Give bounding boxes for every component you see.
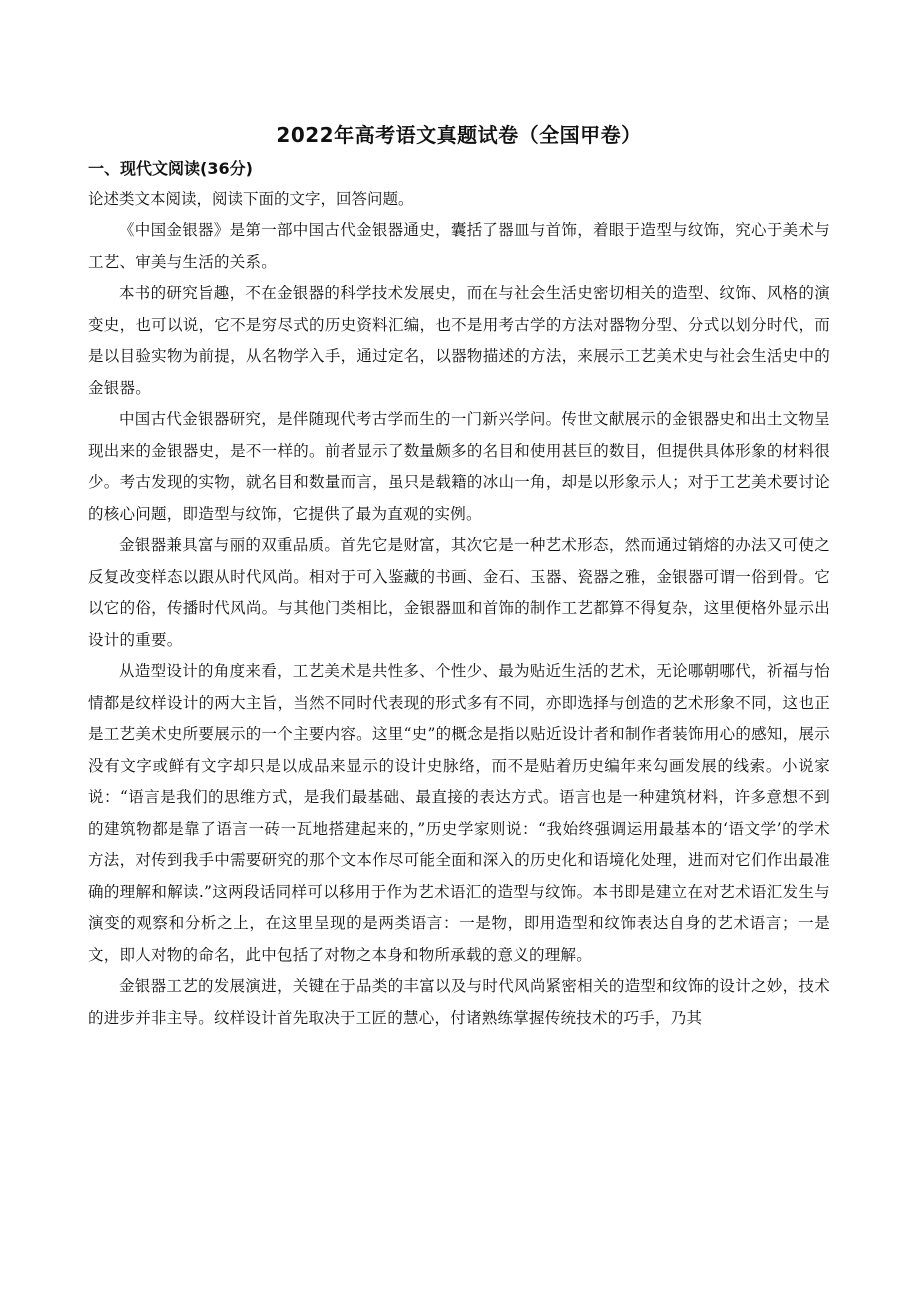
paragraph-3: 中国古代金银器研究，是伴随现代考古学而生的一门新兴学问。传世文献展示的金银器史和出土文物呈现出来的金银器史，是不一样的。前者显示了数量颇多的名目和使用甚巨的数目，但提供具体形象的材料很少。考古发现的实物，就名目和数量而言，虽只是载籍的冰山一角，却是以形象示人；对于工艺美术要讨论的核心问题，即造型与纹饰，它提供了最为直观的实例。 [88,410,830,523]
reading-instruction: 论述类文本阅读，阅读下面的文字，回答问题。 [88,190,414,208]
paragraph-2: 本书的研究旨趣，不在金银器的科学技术发展史，而在与社会生活史密切相关的造型、纹饰、风格的演变史，也可以说，它不是穷尽式的历史资料汇编，也不是用考古学的方法对器物分型、分式以划分时代，而是以目验实物为前提，从名物学入手，通过定名，以器物描述的方法，来展示工艺美术史与社会生活史中的金银器。 [88,284,830,397]
section-heading: 一、现代文阅读(36分) [88,159,253,178]
document-title: 2022年高考语文真题试卷（全国甲卷） [276,123,642,147]
paragraph-4: 金银器兼具富与丽的双重品质。首先它是财富，其次它是一种艺术形态，然而通过销熔的办法又可使之反复改变样态以跟从时代风尚。相对于可入鉴藏的书画、金石、玉器、瓷器之雅，金银器可谓一俗到骨。它以它的俗，传播时代风尚。与其他门类相比，金银器皿和首饰的制作工艺都算不得复杂，这里便格外显示出设计的重要。 [88,536,830,649]
paragraph-1: 《中国金银器》是第一部中国古代金银器通史，囊括了器皿与首饰，着眼于造型与纹饰，究心于美术与工艺、审美与生活的关系。 [88,221,830,271]
paragraph-5: 从造型设计的角度来看，工艺美术是共性多、个性少、最为贴近生活的艺术，无论哪朝哪代，祈福与怡情都是纹样设计的两大主旨，当然不同时代表现的形式多有不同，亦即选择与创造的艺术形象不同，这也正是工艺美术史所要展示的一个主要内容。这里“史”的概念是指以贴近设计者和制作者装饰用心的感知，展示没有文字或鲜有文字却只是以成品来显示的设计史脉络，而不是贴着历史编年来勾画发展的线索。小说家说：“语言是我们的思维方式，是我们最基础、最直接的表达方式。语言也是一种建筑材料，许多意想不到的建筑物都是靠了语言一砖一瓦地搭建起来的，”历史学家则说：“我始终强调运用最基本的‘语文学’的学术方法，对传到我手中需要研究的那个文本作尽可能全面和深入的历史化和语境化处理，进而对它们作出最准确的理解和解读.”这两段话同样可以移用于作为艺术语汇的造型与纹饰。本书即是建立在对艺术语汇发生与演变的观察和分析之上，在这里呈现的是两类语言：一是物，即用造型和纹饰表达自身的艺术语言；一是文，即人对物的命名，此中包括了对物之本身和物所承载的意义的理解。 [88,662,830,964]
paragraph-6: 金银器工艺的发展演进，关键在于品类的丰富以及与时代风尚紧密相关的造型和纹饰的设计之妙，技术的进步并非主导。纹样设计首先取决于工匠的慧心，付诸熟练掌握传统技术的巧手，乃其 [88,977,830,1027]
exam-page [88,120,830,1034]
